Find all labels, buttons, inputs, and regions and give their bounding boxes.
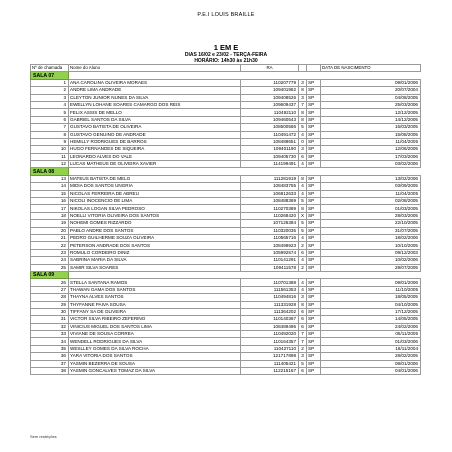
student-ra-state: SP xyxy=(307,94,321,101)
student-ra: 109460543 xyxy=(241,116,299,123)
student-row xyxy=(31,109,421,116)
student-ra-digit: 8 xyxy=(299,175,307,182)
student-name: VINICIUS MIGUEL DOS SANTOS LIMA xyxy=(69,323,241,330)
student-row xyxy=(31,257,421,264)
student-name: THYFANNE PAIVA SOUSA xyxy=(69,301,241,308)
student-row xyxy=(31,249,421,256)
student-ra-state: SP xyxy=(307,109,321,116)
student-name: HUGO FERNANDES DE SIQUEIRA xyxy=(69,146,241,153)
student-number: 26 xyxy=(31,279,69,286)
student-name: TIFFANY SA DE OLIVEIRA xyxy=(69,308,241,315)
student-number: 13 xyxy=(31,175,69,182)
student-name: NOELLI VITORIA OLIVEIRA DOS SANTOS xyxy=(69,212,241,219)
student-number: 4 xyxy=(31,101,69,108)
student-ra-digit: 5 xyxy=(299,198,307,205)
student-ra-state: SP xyxy=(307,249,321,256)
student-birth-date: 01/03/2006 xyxy=(321,338,421,345)
student-ra-digit: 2 xyxy=(299,264,307,271)
student-ra-digit: 8 xyxy=(299,301,307,308)
student-birth-date: 24/02/2006 xyxy=(321,323,421,330)
student-name: ANA CAROLINA OLIVEIRA MORAES xyxy=(69,79,241,86)
student-ra-digit: 7 xyxy=(299,338,307,345)
student-ra-digit: 5 xyxy=(299,220,307,227)
student-number: 35 xyxy=(31,345,69,352)
student-birth-date: 04/01/2006 xyxy=(321,368,421,375)
student-number: 15 xyxy=(31,190,69,197)
student-row xyxy=(31,175,421,182)
student-name: SAMIR SILVA SOARES xyxy=(69,264,241,271)
student-name: YASMIN GONCALVES TOMAZ DA SILVA xyxy=(69,368,241,375)
student-birth-date: 29/07/2005 xyxy=(321,264,421,271)
student-ra-state: SP xyxy=(307,368,321,375)
student-number: 33 xyxy=(31,331,69,338)
student-row xyxy=(31,87,421,94)
student-birth-date: 28/03/2005 xyxy=(321,212,421,219)
student-number: 7 xyxy=(31,124,69,131)
student-ra-state: SP xyxy=(307,116,321,123)
student-birth-date: 04/08/2005 xyxy=(321,94,421,101)
student-name: NIKOLAS LOGAN SILVA PEDROSO xyxy=(69,205,241,212)
student-ra-digit: 6 xyxy=(299,316,307,323)
student-birth-date: 03/09/2005 xyxy=(321,183,421,190)
student-birth-date: 25/03/2006 xyxy=(321,101,421,108)
student-number: 17 xyxy=(31,205,69,212)
student-birth-date: 11/04/2005 xyxy=(321,190,421,197)
student-ra: 121717898 xyxy=(241,353,299,360)
student-row xyxy=(31,308,421,315)
student-name: STELLA SANTANA RAMOS xyxy=(69,279,241,286)
student-row xyxy=(31,101,421,108)
student-ra: 109401190 xyxy=(241,146,299,153)
student-row xyxy=(31,234,421,241)
student-number: 19 xyxy=(31,220,69,227)
student-ra: 108483755 xyxy=(241,183,299,190)
student-table-body xyxy=(31,65,421,375)
student-ra-state: SP xyxy=(307,212,321,219)
student-row xyxy=(31,146,421,153)
student-ra-digit: 3 xyxy=(299,79,307,86)
student-ra-state: SP xyxy=(307,242,321,249)
student-name: MIDIA DOS SANTOS UNGRIA xyxy=(69,183,241,190)
room-label: SALA 09 xyxy=(31,271,69,278)
student-ra-digit: 3 xyxy=(299,146,307,153)
student-row xyxy=(31,242,421,249)
student-ra-state: SP xyxy=(307,220,321,227)
student-ra: 107126384 xyxy=(241,220,299,227)
student-ra-state: SP xyxy=(307,264,321,271)
student-name: NICOLI INOCENCIO DE LIMA xyxy=(69,198,241,205)
student-name: NICOLAS FERREIRA DE ABREU xyxy=(69,190,241,197)
student-ra-state: SP xyxy=(307,338,321,345)
column-header-birth: DATA DE NASCIMENTO xyxy=(321,65,421,72)
student-ra-state: SP xyxy=(307,146,321,153)
student-birth-date: 14/05/2005 xyxy=(321,316,421,323)
student-name: GABRIEL SANTOS DA SILVA xyxy=(69,116,241,123)
student-ra-digit: 4 xyxy=(299,190,307,197)
student-ra-digit: 2 xyxy=(299,345,307,352)
student-ra: 111364202 xyxy=(241,308,299,315)
student-birth-date: 09/01/2006 xyxy=(321,279,421,286)
student-ra-state: SP xyxy=(307,138,321,145)
student-ra: 110565716 xyxy=(241,234,299,241)
student-name: YARA VITORIA DOS SANTOS xyxy=(69,353,241,360)
student-birth-date: 04/10/2005 xyxy=(321,301,421,308)
student-row xyxy=(31,190,421,197)
student-ra-digit: 4 xyxy=(299,279,307,286)
student-number: 12 xyxy=(31,161,69,168)
student-name: CLEYTON JUNIOR NUNES DA SILVA xyxy=(69,94,241,101)
student-birth-date: 11/10/2005 xyxy=(321,286,421,293)
student-ra-digit: 5 xyxy=(299,360,307,367)
student-birth-date: 11/04/2005 xyxy=(321,138,421,145)
student-ra: 112215167 xyxy=(241,368,299,375)
student-name: THAWAN GAMA DOS SANTOS xyxy=(69,286,241,293)
student-name: SABRINA MARIA DA SILVA xyxy=(69,257,241,264)
student-name: EWELLYN LOHANE SOARES CAMARGO DOS REIS xyxy=(69,101,241,108)
student-name: FELIX ASSIS DE MELLO xyxy=(69,109,241,116)
student-number: 30 xyxy=(31,308,69,315)
student-number: 8 xyxy=(31,131,69,138)
student-birth-date: 13/02/2006 xyxy=(321,175,421,182)
student-ra-digit: 4 xyxy=(299,286,307,293)
student-number: 14 xyxy=(31,183,69,190)
student-birth-date: 05/11/2005 xyxy=(321,331,421,338)
student-number: 37 xyxy=(31,360,69,367)
student-name: WENDELL RODRIGUES DA SILVA xyxy=(69,338,241,345)
student-row xyxy=(31,153,421,160)
student-ra-state: SP xyxy=(307,161,321,168)
student-birth-date: 15/03/2005 xyxy=(321,124,421,131)
student-name: PABLO ANDRE DOS SANTOS xyxy=(69,227,241,234)
student-birth-date: 18/11/2004 xyxy=(321,345,421,352)
room-row-filler xyxy=(69,168,421,175)
student-ra-state: SP xyxy=(307,286,321,293)
student-ra-digit: 4 xyxy=(299,234,307,241)
student-ra: 110140367 xyxy=(241,316,299,323)
student-ra: 111561353 xyxy=(241,286,299,293)
student-number: 29 xyxy=(31,301,69,308)
column-header-digit xyxy=(299,65,307,72)
student-number: 5 xyxy=(31,109,69,116)
student-row xyxy=(31,212,421,219)
student-name: GUSTAVO BATISTA DE OLIVEIRA xyxy=(69,124,241,131)
student-number: 16 xyxy=(31,198,69,205)
student-number: 27 xyxy=(31,286,69,293)
student-ra: 109408526 xyxy=(241,94,299,101)
room-label: SALA 08 xyxy=(31,168,69,175)
student-row xyxy=(31,353,421,360)
student-name: ROMULO CORDEIRO DINIZ xyxy=(69,249,241,256)
student-ra: 110492110 xyxy=(241,109,299,116)
room-header-row xyxy=(31,72,421,79)
student-ra: 109405730 xyxy=(241,153,299,160)
column-header-ra: RA xyxy=(241,65,299,72)
student-birth-date: 18/05/2005 xyxy=(321,294,421,301)
student-row xyxy=(31,131,421,138)
student-birth-date: 18/02/2006 xyxy=(321,234,421,241)
student-ra: 109609437 xyxy=(241,101,299,108)
student-ra-state: SP xyxy=(307,153,321,160)
student-birth-date: 22/10/2005 xyxy=(321,220,421,227)
student-row xyxy=(31,227,421,234)
student-ra-digit: 3 xyxy=(299,94,307,101)
student-ra: 109401962 xyxy=(241,87,299,94)
student-row xyxy=(31,220,421,227)
student-ra-digit: 4 xyxy=(299,183,307,190)
student-name: YASMIN BEZERRA DE SOUSA xyxy=(69,360,241,367)
student-row xyxy=(31,138,421,145)
student-ra-digit: 3 xyxy=(299,294,307,301)
student-name: ANDRE LIMA ANDRADE xyxy=(69,87,241,94)
student-ra-state: SP xyxy=(307,345,321,352)
student-birth-date: 31/07/2005 xyxy=(321,227,421,234)
student-birth-date: 01/03/2005 xyxy=(321,205,421,212)
student-ra-digit: 8 xyxy=(299,87,307,94)
student-ra-digit: 3 xyxy=(299,353,307,360)
column-header-state xyxy=(307,65,321,72)
student-ra-state: SP xyxy=(307,353,321,360)
student-number: 32 xyxy=(31,323,69,330)
student-ra-state: SP xyxy=(307,101,321,108)
student-row xyxy=(31,338,421,345)
student-birth-date: 14/12/2005 xyxy=(321,116,421,123)
student-birth-date: 08/01/2006 xyxy=(321,360,421,367)
student-table xyxy=(30,64,421,375)
student-ra-state: SP xyxy=(307,360,321,367)
student-row xyxy=(31,161,421,168)
student-birth-date: 28/02/2005 xyxy=(321,353,421,360)
student-ra-digit: 5 xyxy=(299,227,307,234)
student-ra-digit: 8 xyxy=(299,116,307,123)
student-birth-date: 09/12/2003 xyxy=(321,249,421,256)
student-name: PEDRO GUILHERME SOUZA OLIVEIRA xyxy=(69,234,241,241)
student-ra: 106812633 xyxy=(241,190,299,197)
student-birth-date: 12/06/2005 xyxy=(321,146,421,153)
student-ra-digit: 5 xyxy=(299,124,307,131)
student-ra-state: SP xyxy=(307,124,321,131)
student-ra-state: SP xyxy=(307,331,321,338)
student-ra: 108498923 xyxy=(241,242,299,249)
student-row xyxy=(31,316,421,323)
student-ra-state: SP xyxy=(307,316,321,323)
student-ra-state: SP xyxy=(307,227,321,234)
room-row-filler xyxy=(69,72,421,79)
student-ra: 108488369 xyxy=(241,198,299,205)
student-row xyxy=(31,205,421,212)
student-ra-state: SP xyxy=(307,301,321,308)
student-ra: 109411578 xyxy=(241,264,299,271)
student-number: 21 xyxy=(31,234,69,241)
student-ra-state: SP xyxy=(307,183,321,190)
student-ra: 108489495 xyxy=(241,323,299,330)
student-row xyxy=(31,301,421,308)
student-row xyxy=(31,368,421,375)
student-ra-state: SP xyxy=(307,308,321,315)
student-birth-date: 09/01/2006 xyxy=(321,79,421,86)
student-ra-digit: 8 xyxy=(299,205,307,212)
student-number: 2 xyxy=(31,87,69,94)
student-ra-digit: 4 xyxy=(299,161,307,168)
student-birth-date: 10/02/2006 xyxy=(321,257,421,264)
student-ra-state: SP xyxy=(307,79,321,86)
student-name: WESLLEY GOMES DA SILVA ROCHA xyxy=(69,345,241,352)
student-number: 36 xyxy=(31,353,69,360)
student-number: 3 xyxy=(31,94,69,101)
student-ra-digit: 7 xyxy=(299,101,307,108)
room-label: SALA 07 xyxy=(31,72,69,79)
student-ra: 114199491 xyxy=(241,161,299,168)
exam-dates: DIAS 16/02 e 23/02 - TERÇA-FEIRA xyxy=(184,52,268,58)
student-ra: 111405421 xyxy=(241,360,299,367)
student-ra: 110164357 xyxy=(241,338,299,345)
student-number: 25 xyxy=(31,264,69,271)
student-name: MATEUS BATISTA DE MELO xyxy=(69,175,241,182)
student-name: LEONARDO ALVES DO VALE xyxy=(69,153,241,160)
student-ra: 110494816 xyxy=(241,294,299,301)
student-ra-state: SP xyxy=(307,294,321,301)
student-ra: 108488651 xyxy=(241,138,299,145)
student-ra-digit: 6 xyxy=(299,323,307,330)
student-ra-digit: 6 xyxy=(299,153,307,160)
student-ra: 110207779 xyxy=(241,79,299,86)
student-ra-state: SP xyxy=(307,205,321,212)
column-header-name: Nome do Aluno xyxy=(69,65,241,72)
column-header-number: Nº de chamada xyxy=(31,65,69,72)
student-birth-date: 15/08/2005 xyxy=(321,131,421,138)
student-name: VICTOR SILVA RIBEIRO ZEFERINO xyxy=(69,316,241,323)
student-name: THAYNA ALVES SANTOS xyxy=(69,294,241,301)
student-ra-state: SP xyxy=(307,234,321,241)
student-ra: 111331928 xyxy=(241,301,299,308)
student-number: 9 xyxy=(31,138,69,145)
student-ra: 108500566 xyxy=(241,124,299,131)
student-number: 11 xyxy=(31,153,69,160)
student-ra-state: SP xyxy=(307,198,321,205)
class-title: 1 EM E xyxy=(213,43,239,52)
student-row xyxy=(31,331,421,338)
student-ra-state: SP xyxy=(307,175,321,182)
student-ra-digit: 6 xyxy=(299,368,307,375)
student-ra: 110270389 xyxy=(241,205,299,212)
student-row xyxy=(31,264,421,271)
student-number: 1 xyxy=(31,79,69,86)
student-birth-date: 02/08/2005 xyxy=(321,198,421,205)
student-row xyxy=(31,183,421,190)
student-ra: 111281919 xyxy=(241,175,299,182)
student-number: 24 xyxy=(31,257,69,264)
student-birth-date: 12/12/2005 xyxy=(321,109,421,116)
student-birth-date: 17/12/2005 xyxy=(321,308,421,315)
student-name: NOHEMI GOMES RIZZARDO xyxy=(69,220,241,227)
room-header-row xyxy=(31,168,421,175)
student-birth-date: 03/02/2006 xyxy=(321,161,421,168)
student-number: 10 xyxy=(31,146,69,153)
student-row xyxy=(31,116,421,123)
student-ra-digit: 0 xyxy=(299,138,307,145)
student-row xyxy=(31,198,421,205)
student-birth-date: 17/03/2006 xyxy=(321,153,421,160)
student-number: 31 xyxy=(31,316,69,323)
student-ra-digit: 2 xyxy=(299,242,307,249)
student-ra-state: SP xyxy=(307,279,321,286)
student-birth-date: 20/07/2004 xyxy=(321,87,421,94)
student-number: 34 xyxy=(31,338,69,345)
student-row xyxy=(31,124,421,131)
student-row xyxy=(31,279,421,286)
student-ra-digit: X xyxy=(299,212,307,219)
student-row xyxy=(31,345,421,352)
student-name: PETERSON ANDRADE DOS SANTOS xyxy=(69,242,241,249)
student-ra-digit: 4 xyxy=(299,257,307,264)
student-row xyxy=(31,286,421,293)
student-ra-digit: 7 xyxy=(299,331,307,338)
student-ra: 110701388 xyxy=(241,279,299,286)
student-name: LUCAS MATHEUS DE OLIVEIRA XAVIER xyxy=(69,161,241,168)
student-ra-state: SP xyxy=(307,323,321,330)
student-ra: 110427110 xyxy=(241,345,299,352)
student-row xyxy=(31,294,421,301)
exam-hours: HORÁRIO: 14h30 às 21h30 xyxy=(194,58,258,64)
school-name: P.E.I LOUIS BRAILLE xyxy=(197,12,255,18)
student-ra: 110320035 xyxy=(241,227,299,234)
student-ra-digit: 4 xyxy=(299,131,307,138)
student-number: 20 xyxy=(31,227,69,234)
student-ra-state: SP xyxy=(307,190,321,197)
student-ra: 105992574 xyxy=(241,249,299,256)
footer-note: Sem restrições xyxy=(30,434,57,439)
student-number: 6 xyxy=(31,116,69,123)
student-ra-digit: 6 xyxy=(299,249,307,256)
student-ra: 110491472 xyxy=(241,131,299,138)
student-ra: 110268420 xyxy=(241,212,299,219)
student-row xyxy=(31,360,421,367)
student-number: 23 xyxy=(31,249,69,256)
student-number: 38 xyxy=(31,368,69,375)
student-number: 28 xyxy=(31,294,69,301)
student-number: 22 xyxy=(31,242,69,249)
student-name: GUSTAVO GENUINO DE ANDRADE xyxy=(69,131,241,138)
student-ra-state: SP xyxy=(307,257,321,264)
room-header-row xyxy=(31,271,421,278)
student-ra-digit: 6 xyxy=(299,308,307,315)
student-ra-digit: 8 xyxy=(299,109,307,116)
student-name: HEMILLY RODRIGUES DE BARROS xyxy=(69,138,241,145)
student-ra-state: SP xyxy=(307,87,321,94)
student-birth-date: 10/10/2005 xyxy=(321,242,421,249)
column-header-row xyxy=(31,65,421,72)
student-number: 18 xyxy=(31,212,69,219)
room-row-filler xyxy=(69,271,421,278)
student-row xyxy=(31,323,421,330)
student-ra: 110492020 xyxy=(241,331,299,338)
student-ra: 110141291 xyxy=(241,257,299,264)
student-ra-state: SP xyxy=(307,131,321,138)
student-row xyxy=(31,79,421,86)
student-name: VIVIANE DE SOUSA CORREA xyxy=(69,331,241,338)
student-row xyxy=(31,94,421,101)
